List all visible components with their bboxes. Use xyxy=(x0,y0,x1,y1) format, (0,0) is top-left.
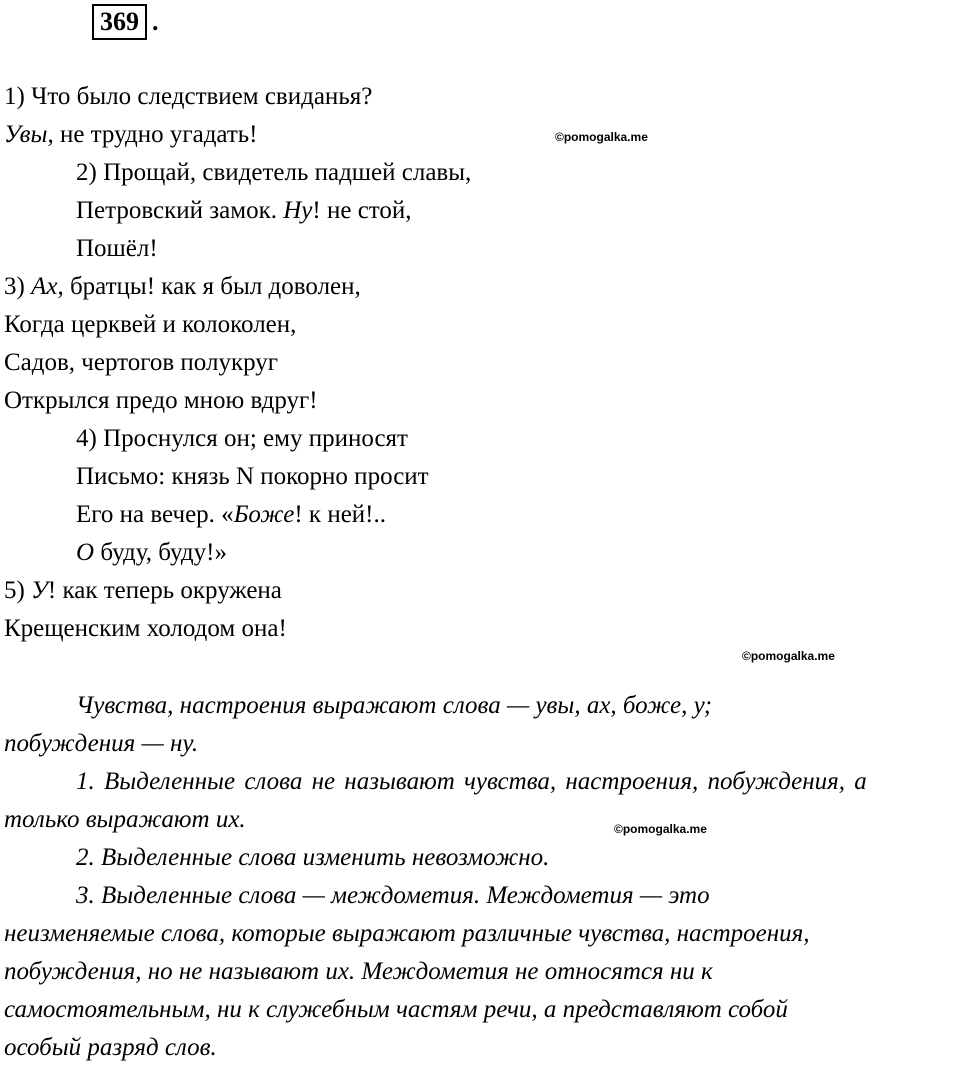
poem-line xyxy=(76,500,386,530)
line-text: Петровский замок. xyxy=(76,197,284,224)
line-text: 5) xyxy=(4,577,32,604)
emphasized-word: Ах xyxy=(31,273,58,300)
line-text: Открылся предо мною вдруг! xyxy=(4,387,318,414)
answer-line: 2. Выделенные слова изменить невозможно. xyxy=(76,844,550,871)
line-text: Его на вечер. « xyxy=(76,501,234,528)
watermark: ©pomogalka.me xyxy=(614,822,707,836)
line-text: Садов, чертогов полукруг xyxy=(4,349,279,376)
emphasized-word: Боже xyxy=(233,501,295,528)
answer-line: 3. Выделенные слова — междометия. Междометия — это xyxy=(76,882,710,909)
poem-line xyxy=(4,348,278,378)
watermark: ©pomogalka.me xyxy=(742,649,835,663)
line-text: 2) Прощай, свидетель падшей славы, xyxy=(76,159,472,186)
line-text: Пошёл! xyxy=(76,235,158,262)
watermark: ©pomogalka.me xyxy=(555,130,648,144)
answer-line: побуждения — ну. xyxy=(4,730,199,757)
line-text: Письмо: князь N покорно просит xyxy=(76,463,429,490)
line-text: ! как теперь окружена xyxy=(47,577,282,604)
line-text: буду, буду!» xyxy=(94,539,227,566)
line-text: ! не стой, xyxy=(312,197,412,224)
line-text: Когда церквей и колоколен, xyxy=(4,311,297,338)
line-text: , не трудно угадать! xyxy=(47,121,258,148)
poem-line xyxy=(76,538,227,568)
poem-line xyxy=(4,82,372,112)
poem-line xyxy=(76,234,158,264)
poem-line xyxy=(76,158,471,188)
answer-line: только выражают их. xyxy=(4,806,246,833)
answer-line: Чувства, настроения выражают слова — увы, ах, боже, у; xyxy=(76,692,713,719)
line-text: 1) Что было следствием свиданья? xyxy=(4,83,373,110)
poem-line xyxy=(4,576,282,606)
poem-line xyxy=(76,462,429,492)
poem-line xyxy=(76,424,408,454)
poem-line xyxy=(4,272,361,302)
answer-line: неизменяемые слова, которые выражают различные чувства, настроения, xyxy=(4,920,810,947)
exercise-number-box xyxy=(92,4,147,40)
poem-line xyxy=(4,310,296,340)
emphasized-word: Увы xyxy=(4,121,48,148)
exercise-number-punct: . xyxy=(152,7,159,36)
poem-line xyxy=(4,614,287,644)
poem-line xyxy=(4,386,318,416)
emphasized-word: Ну xyxy=(283,197,313,224)
poem-line xyxy=(4,120,258,150)
exercise-number: 369 xyxy=(100,7,139,36)
answer-line: 1. Выделенные слова не называют чувства, настроения, побуждения, а xyxy=(76,768,867,795)
line-text: 4) Проснулся он; ему приносят xyxy=(76,425,408,452)
poem-line xyxy=(76,196,412,226)
answer-line: особый разряд слов. xyxy=(4,1034,217,1061)
answer-line: самостоятельным, ни к служебным частям речи, а представляют собой xyxy=(4,996,788,1023)
line-text: , братцы! как я был доволен, xyxy=(57,273,361,300)
line-text: Крещенским холодом она! xyxy=(4,615,287,642)
line-text: ! к ней!.. xyxy=(294,501,386,528)
emphasized-word: У xyxy=(31,577,48,604)
line-text: 3) xyxy=(4,273,32,300)
emphasized-word: О xyxy=(76,539,95,566)
answer-line: побуждения, но не называют их. Междометия не относятся ни к xyxy=(4,958,713,985)
